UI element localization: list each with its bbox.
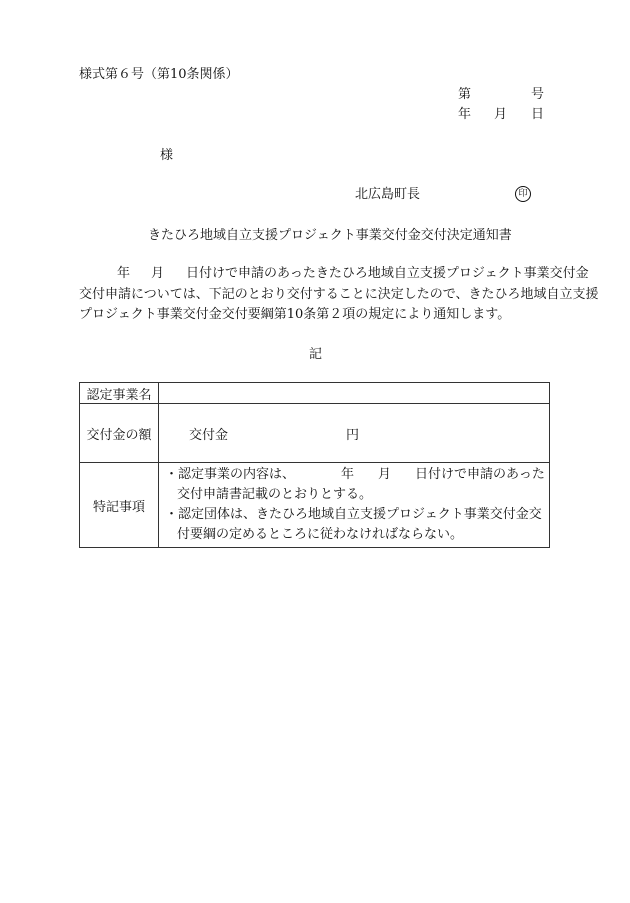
yen-unit: 円: [346, 427, 360, 443]
date-year-label: 年: [458, 107, 472, 122]
details-table: [79, 382, 550, 548]
note-1-rest: 日付けで申請のあった交付申請書記載のとおりとする。: [177, 467, 545, 502]
project-name-label: 認定事業名: [80, 383, 159, 404]
body-line-3: プロジェクト事業交付金交付要綱第10条第２項の規定により通知します。: [79, 307, 511, 322]
table-row: [80, 463, 550, 548]
special-notes-value: [159, 463, 550, 548]
addressee-honorific: 様: [160, 148, 174, 163]
note-1-year: 年: [341, 467, 355, 482]
document-number-suffix: 号: [531, 87, 545, 102]
grant-amount-label: 交付金の額: [80, 404, 159, 463]
body-year-label: 年: [117, 266, 131, 281]
date-month-label: 月: [494, 107, 508, 122]
ki-heading: 記: [309, 347, 323, 362]
project-name-value: [159, 383, 550, 404]
form-label: 様式第６号（第10条関係）: [79, 67, 239, 82]
body-line-2: 交付申請については、下記のとおり交付することに決定したので、きたひろ地域自立支援: [79, 287, 599, 302]
note-item: [165, 465, 545, 505]
body-line-1-text: 日付けで申請のあったきたひろ地域自立支援プロジェクト事業交付金: [186, 266, 589, 281]
date-day-label: 日: [531, 107, 545, 122]
table-row: [80, 404, 550, 463]
issuer-name: 北広島町長: [355, 187, 421, 202]
body-month-label: 月: [151, 266, 165, 281]
document-title: きたひろ地域自立支援プロジェクト事業交付金交付決定通知書: [148, 228, 512, 243]
grant-amount-value: [159, 404, 550, 463]
note-item: ・認定団体は、きたひろ地域自立支援プロジェクト事業交付金交付要綱の定めるところに従わなければならない。: [165, 507, 542, 542]
grant-prefix: 交付金: [189, 427, 229, 443]
note-1-month: 月: [378, 467, 392, 482]
table-row: [80, 383, 550, 404]
seal-mark: 印: [515, 186, 531, 202]
note-1-part-a: ・認定事業の内容は、: [165, 467, 296, 482]
special-notes-label: 特記事項: [80, 463, 159, 548]
document-number-prefix: 第: [458, 87, 472, 102]
